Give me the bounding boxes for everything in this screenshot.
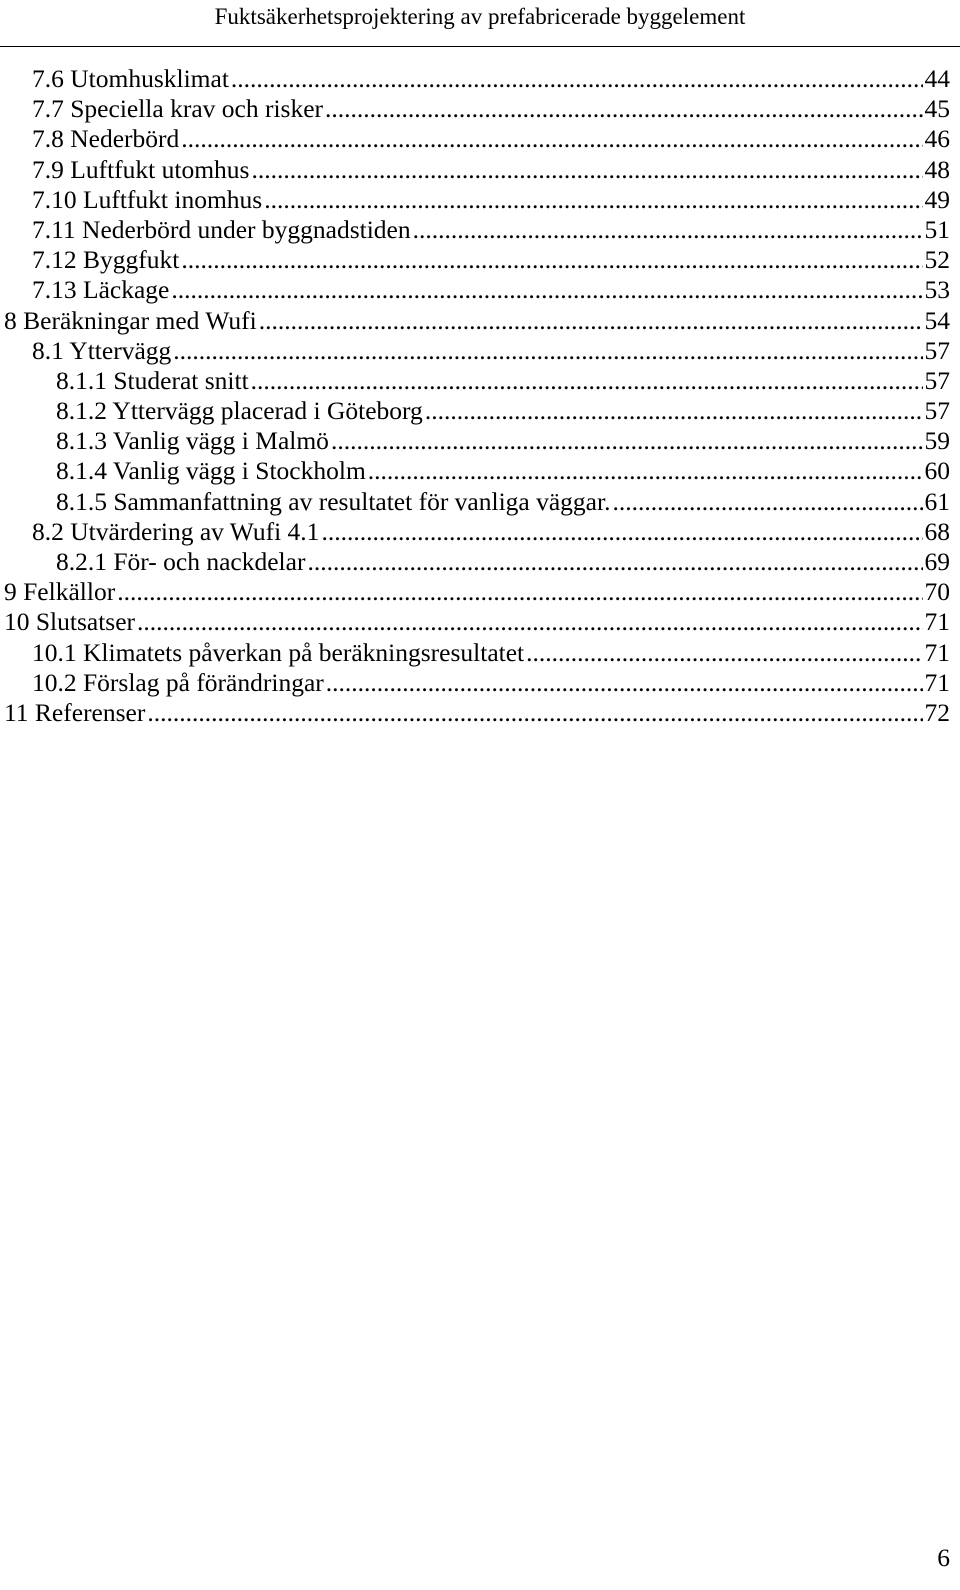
toc-entry[interactable] xyxy=(0,215,960,245)
toc-entry[interactable] xyxy=(0,698,960,728)
toc-entry-label: 10.2 Förslag på förändringar xyxy=(32,667,324,697)
toc-entry-page: 60 xyxy=(924,456,950,486)
toc-entry-label: 8.1.4 Vanlig vägg i Stockholm xyxy=(56,456,366,486)
toc-entry-label: 9 Felkällor xyxy=(4,577,116,607)
toc-entry[interactable] xyxy=(0,185,960,215)
toc-entry-label: 7.8 Nederbörd xyxy=(32,124,180,154)
toc-dot-leader xyxy=(173,336,922,366)
toc-entry-page: 57 xyxy=(924,335,950,365)
toc-dot-leader xyxy=(171,275,922,305)
toc-entry-page: 53 xyxy=(924,275,950,305)
toc-entry-label: 8 Beräkningar med Wufi xyxy=(4,305,257,335)
toc-dot-leader xyxy=(181,124,922,154)
toc-entry-page: 44 xyxy=(924,64,950,93)
toc-dot-leader xyxy=(321,517,922,547)
toc-entry[interactable] xyxy=(0,668,960,698)
toc-entry-label: 8.1.2 Yttervägg placerad i Göteborg xyxy=(56,396,423,426)
toc-entry-label: 10.1 Klimatets påverkan på beräkningsresultatet xyxy=(32,637,525,667)
toc-entry-page: 70 xyxy=(924,577,950,607)
toc-entry[interactable] xyxy=(0,607,960,637)
running-header: Fuktsäkerhetsprojektering av prefabricerade byggelement xyxy=(214,4,746,29)
toc-entry-page: 48 xyxy=(924,154,950,184)
toc-entry-page: 52 xyxy=(924,245,950,275)
toc-entry-page: 57 xyxy=(924,365,950,395)
toc-entry[interactable] xyxy=(0,396,960,426)
toc-entry[interactable] xyxy=(0,456,960,486)
toc-entry-label: 8.1.3 Vanlig vägg i Malmö xyxy=(56,426,329,456)
toc-dot-leader xyxy=(425,396,923,426)
toc-entry[interactable] xyxy=(0,577,960,607)
toc-entry-page: 54 xyxy=(924,305,950,335)
toc-entry[interactable] xyxy=(0,517,960,547)
toc-entry-page: 46 xyxy=(924,124,950,154)
toc-entry-label: 7.12 Byggfukt xyxy=(32,245,180,275)
toc-entry-page: 71 xyxy=(924,607,950,637)
toc-dot-leader xyxy=(413,215,923,245)
toc-entry-label: 11 Referenser xyxy=(4,697,146,727)
toc-dot-leader xyxy=(526,638,922,668)
toc-entry[interactable] xyxy=(0,336,960,366)
toc-dot-leader xyxy=(325,94,922,124)
toc-entry-page: 57 xyxy=(924,396,950,426)
toc-entry-label: 8.1 Yttervägg xyxy=(32,335,172,365)
toc-entry-page: 71 xyxy=(924,667,950,697)
toc-entry-page: 68 xyxy=(924,516,950,546)
table-of-contents xyxy=(0,64,960,728)
toc-dot-leader xyxy=(307,547,922,577)
toc-entry[interactable] xyxy=(0,366,960,396)
toc-entry[interactable] xyxy=(0,487,960,517)
toc-entry-page: 45 xyxy=(924,94,950,124)
header-divider xyxy=(0,46,960,47)
toc-entry-page: 59 xyxy=(924,426,950,456)
toc-dot-leader xyxy=(259,306,923,336)
toc-entry-label: 10 Slutsatser xyxy=(4,607,136,637)
toc-entry[interactable] xyxy=(0,306,960,336)
toc-entry[interactable] xyxy=(0,124,960,154)
toc-entry[interactable] xyxy=(0,155,960,185)
toc-entry[interactable] xyxy=(0,64,960,94)
toc-entry-label: 7.13 Läckage xyxy=(32,275,170,305)
toc-entry[interactable] xyxy=(0,547,960,577)
toc-entry-page: 51 xyxy=(924,214,950,244)
toc-entry[interactable] xyxy=(0,94,960,124)
toc-entry[interactable] xyxy=(0,426,960,456)
toc-entry-page: 69 xyxy=(924,547,950,576)
toc-dot-leader xyxy=(181,245,922,275)
toc-dot-leader xyxy=(231,64,923,94)
toc-entry-label: 7.11 Nederbörd under byggnadstiden xyxy=(32,214,411,244)
toc-dot-leader xyxy=(264,185,922,215)
toc-dot-leader xyxy=(368,456,923,486)
toc-dot-leader xyxy=(147,698,922,728)
toc-dot-leader xyxy=(117,577,922,607)
toc-dot-leader xyxy=(612,487,922,517)
toc-entry[interactable] xyxy=(0,638,960,668)
toc-entry-page: 72 xyxy=(924,697,950,727)
page-number: 6 xyxy=(937,1543,950,1572)
toc-entry[interactable] xyxy=(0,245,960,275)
toc-entry-label: 7.10 Luftfukt inomhus xyxy=(32,184,263,214)
toc-entry-label: 8.2 Utvärdering av Wufi 4.1 xyxy=(32,516,320,546)
toc-entry-label: 8.1.5 Sammanfattning av resultatet för vanliga väggar. xyxy=(56,486,611,516)
toc-entry-label: 7.6 Utomhusklimat xyxy=(32,64,229,93)
toc-entry[interactable] xyxy=(0,275,960,305)
toc-entry-label: 8.1.1 Studerat snitt xyxy=(56,365,249,395)
toc-entry-label: 7.7 Speciella krav och risker xyxy=(32,94,324,124)
toc-dot-leader xyxy=(331,426,923,456)
toc-dot-leader xyxy=(326,668,923,698)
toc-entry-page: 71 xyxy=(924,637,950,667)
toc-entry-page: 49 xyxy=(924,184,950,214)
toc-dot-leader xyxy=(137,607,922,637)
toc-entry-label: 7.9 Luftfukt utomhus xyxy=(32,154,250,184)
toc-entry-page: 61 xyxy=(924,486,950,516)
toc-entry-label: 8.2.1 För- och nackdelar xyxy=(56,547,306,576)
toc-dot-leader xyxy=(251,366,923,396)
toc-dot-leader xyxy=(251,155,922,185)
